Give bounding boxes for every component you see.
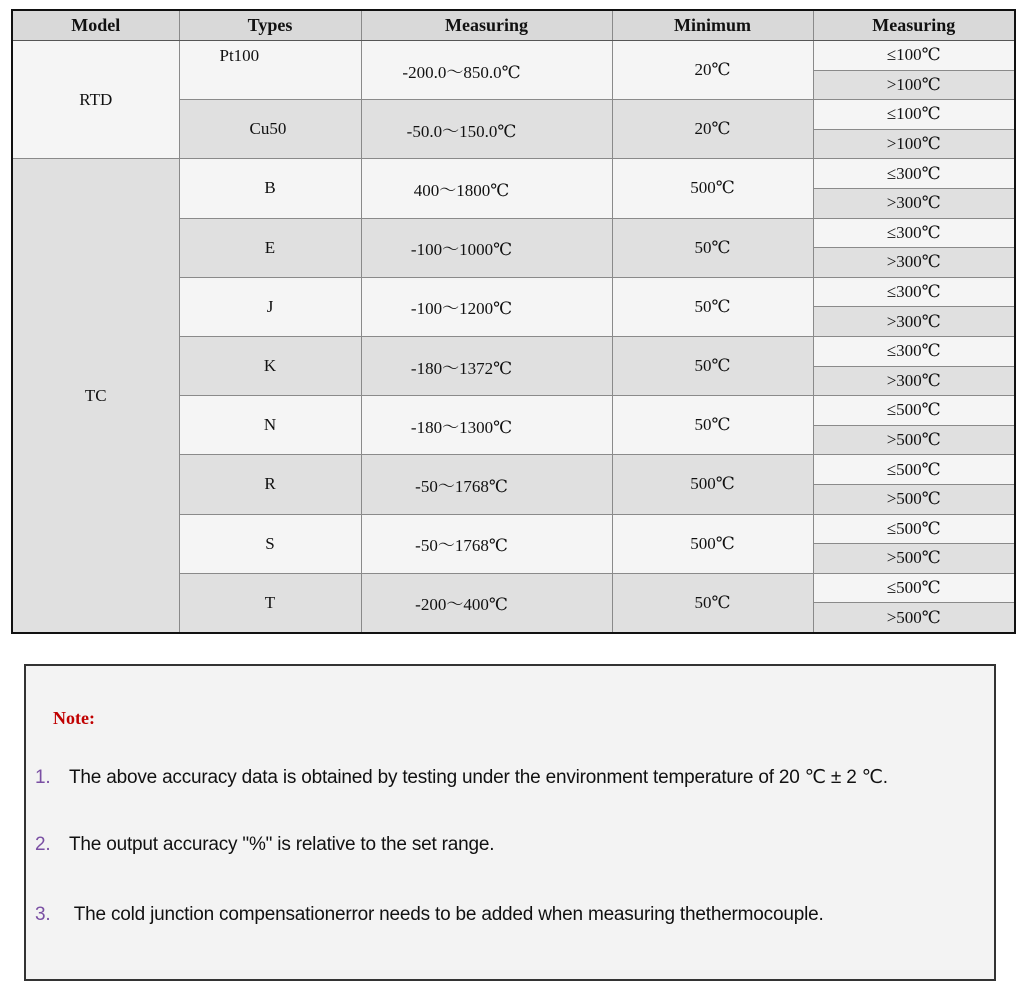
range-cell: -50.0～150.0℃ bbox=[361, 100, 612, 159]
range-cell: -200～400℃ bbox=[361, 573, 612, 633]
note-number: 1. bbox=[35, 767, 51, 788]
range-cell: -180～1300℃ bbox=[361, 396, 612, 455]
minimum-cell: 20℃ bbox=[612, 100, 813, 159]
minimum-cell: 50℃ bbox=[612, 396, 813, 455]
minimum-cell: 500℃ bbox=[612, 514, 813, 573]
note-item bbox=[35, 766, 888, 789]
sub-range-cell: ≤500℃ bbox=[813, 573, 1015, 603]
type-cell: E bbox=[179, 218, 361, 277]
type-cell: Cu50 bbox=[179, 100, 361, 159]
spec-table bbox=[11, 9, 1016, 634]
sub-range-cell: ≤100℃ bbox=[813, 41, 1015, 71]
type-cell: S bbox=[179, 514, 361, 573]
range-cell: -180～1372℃ bbox=[361, 336, 612, 395]
type-cell: J bbox=[179, 277, 361, 336]
type-cell: T bbox=[179, 573, 361, 633]
header-model: Model bbox=[12, 10, 179, 41]
table-row bbox=[12, 41, 1015, 71]
header-minimum: Minimum bbox=[612, 10, 813, 41]
range-cell: -50～1768℃ bbox=[361, 455, 612, 514]
range-cell: -100～1000℃ bbox=[361, 218, 612, 277]
table-row bbox=[12, 159, 1015, 189]
sub-range-cell: >300℃ bbox=[813, 188, 1015, 218]
note-item bbox=[35, 904, 824, 926]
note-text: The above accuracy data is obtained by testing under the environment temperature of 20 ℃ ± 2 ℃. bbox=[69, 767, 888, 788]
model-cell-rtd: RTD bbox=[12, 41, 179, 159]
sub-range-cell: >500℃ bbox=[813, 603, 1015, 633]
note-text: The cold junction compensationerror needs to be added when measuring thethermocouple. bbox=[69, 904, 824, 925]
range-cell: -50～1768℃ bbox=[361, 514, 612, 573]
minimum-cell: 50℃ bbox=[612, 573, 813, 633]
sub-range-cell: ≤300℃ bbox=[813, 336, 1015, 366]
header-row bbox=[12, 10, 1015, 41]
type-cell: K bbox=[179, 336, 361, 395]
sub-range-cell: ≤300℃ bbox=[813, 159, 1015, 189]
minimum-cell: 500℃ bbox=[612, 159, 813, 218]
sub-range-cell: >100℃ bbox=[813, 70, 1015, 100]
range-cell: -100～1200℃ bbox=[361, 277, 612, 336]
minimum-cell: 50℃ bbox=[612, 218, 813, 277]
sub-range-cell: ≤500℃ bbox=[813, 396, 1015, 426]
note-number: 2. bbox=[35, 834, 51, 855]
note-box bbox=[24, 664, 996, 981]
header-types: Types bbox=[179, 10, 361, 41]
sub-range-cell: >100℃ bbox=[813, 129, 1015, 159]
sub-range-cell: >300℃ bbox=[813, 366, 1015, 396]
range-cell: 400～1800℃ bbox=[361, 159, 612, 218]
sub-range-cell: >500℃ bbox=[813, 484, 1015, 514]
sub-range-cell: >500℃ bbox=[813, 425, 1015, 455]
sub-range-cell: ≤300℃ bbox=[813, 218, 1015, 248]
minimum-cell: 50℃ bbox=[612, 336, 813, 395]
type-cell: B bbox=[179, 159, 361, 218]
sub-range-cell: >300℃ bbox=[813, 248, 1015, 278]
note-text: The output accuracy "%" is relative to the set range. bbox=[69, 834, 495, 855]
minimum-cell: 50℃ bbox=[612, 277, 813, 336]
sub-range-cell: ≤500℃ bbox=[813, 455, 1015, 485]
type-cell: N bbox=[179, 396, 361, 455]
sub-range-cell: ≤100℃ bbox=[813, 100, 1015, 130]
model-cell-tc: TC bbox=[12, 159, 179, 633]
sub-range-cell: ≤300℃ bbox=[813, 277, 1015, 307]
header-measuring-sub: Measuring bbox=[813, 10, 1015, 41]
type-cell: Pt100 bbox=[179, 41, 361, 100]
note-title: Note: bbox=[53, 708, 95, 728]
minimum-cell: 20℃ bbox=[612, 41, 813, 100]
sub-range-cell: ≤500℃ bbox=[813, 514, 1015, 544]
sub-range-cell: >500℃ bbox=[813, 544, 1015, 574]
note-number: 3. bbox=[35, 904, 51, 925]
range-cell: -200.0～850.0℃ bbox=[361, 41, 612, 100]
sub-range-cell: >300℃ bbox=[813, 307, 1015, 337]
note-item bbox=[35, 834, 494, 856]
minimum-cell: 500℃ bbox=[612, 455, 813, 514]
header-measuring-range: Measuring bbox=[361, 10, 612, 41]
type-cell: R bbox=[179, 455, 361, 514]
